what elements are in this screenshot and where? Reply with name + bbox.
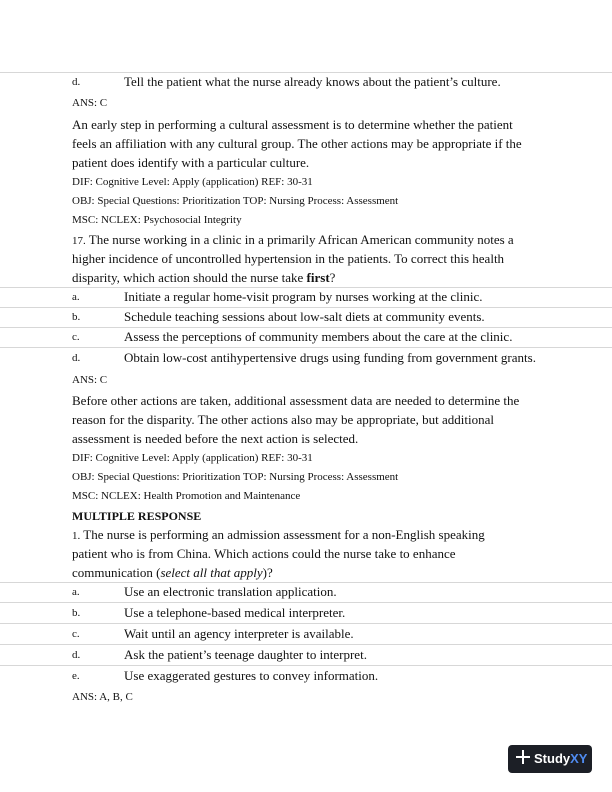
option-text: Obtain low-cost antihypertensive drugs using funding from government grants. [124, 350, 536, 365]
option-text: Use an electronic translation application. [124, 584, 337, 599]
option-row [0, 667, 612, 687]
stem-text: The nurse working in a clinic in a primarily African American community notes a [88, 232, 514, 247]
option-text: Assess the perceptions of community members about the care at the clinic. [124, 329, 513, 344]
option-row [0, 288, 612, 308]
meta-line: MSC: NCLEX: Psychosocial Integrity [72, 214, 242, 226]
rationale-line: An early step in performing a cultural assessment is to determine whether the patient [72, 117, 513, 132]
section-header: MULTIPLE RESPONSE [72, 509, 202, 523]
question-stem [72, 232, 514, 248]
rationale-line: Before other actions are taken, additional assessment data are needed to determine the [72, 393, 520, 408]
answer-line: ANS: A, B, C [72, 691, 133, 703]
option-letter: d. [72, 649, 81, 661]
option-text: Wait until an agency interpreter is available. [124, 626, 354, 641]
meta-line: DIF: Cognitive Level: Apply (application) REF: 30-31 [72, 176, 313, 188]
option-row [0, 625, 612, 645]
rationale-line: feels an affiliation with any cultural group. The other actions may be appropriate if the [72, 136, 522, 151]
stem-text: ? [329, 270, 336, 285]
stem-line [72, 270, 335, 286]
rationale-line: patient does identify with a particular culture. [72, 155, 310, 170]
stem-emphasis: first [306, 270, 330, 285]
meta-line: DIF: Cognitive Level: Apply (application) REF: 30-31 [72, 452, 313, 464]
option-row [0, 646, 612, 666]
option-letter: d. [72, 352, 81, 364]
option-letter: a. [72, 291, 80, 303]
stem-emphasis: select all that apply [160, 565, 263, 580]
rationale-line: assessment is needed before the next action is selected. [72, 431, 359, 446]
option-letter: d. [72, 76, 81, 88]
stem-line: patient who is from China. Which actions could the nurse take to enhance [72, 546, 456, 561]
rationale-line: reason for the disparity. The other actions also may be appropriate, but additional [72, 412, 495, 427]
option-letter: e. [72, 670, 80, 682]
option-row [0, 73, 612, 93]
answer-line: ANS: C [72, 374, 108, 386]
option-text: Schedule teaching sessions about low-salt diets at community events. [124, 309, 485, 324]
option-row [0, 583, 612, 603]
question-number: 1. [72, 530, 81, 542]
stem-text: disparity, which action should the nurse take [72, 270, 307, 285]
option-letter: a. [72, 586, 80, 598]
option-text: Use a telephone-based medical interpreter. [124, 605, 346, 620]
option-row [0, 604, 612, 624]
stem-text: )? [262, 565, 273, 580]
stem-text: The nurse is performing an admission assessment for a non-English speaking [83, 527, 485, 542]
plus-icon [516, 750, 530, 764]
option-letter: c. [72, 331, 80, 343]
answer-line: ANS: C [72, 97, 108, 109]
meta-line: MSC: NCLEX: Health Promotion and Maintenance [72, 490, 301, 502]
option-row [0, 308, 612, 328]
question-stem [72, 527, 485, 543]
brand-text: Study [534, 751, 571, 766]
option-text: Use exaggerated gestures to convey information. [124, 668, 379, 683]
brand-accent: XY [570, 751, 588, 766]
meta-line: OBJ: Special Questions: Prioritization TOP: Nursing Process: Assessment [72, 471, 399, 483]
option-row [0, 328, 612, 348]
stem-text: communication ( [72, 565, 161, 580]
option-text: Ask the patient’s teenage daughter to interpret. [124, 647, 367, 662]
studyxy-badge[interactable] [508, 745, 592, 773]
question-number: 17. [72, 235, 86, 247]
stem-line: higher incidence of uncontrolled hypertension in the patients. To correct this health [72, 251, 505, 266]
meta-line: OBJ: Special Questions: Prioritization TOP: Nursing Process: Assessment [72, 195, 399, 207]
option-letter: b. [72, 607, 81, 619]
stem-line [72, 565, 273, 581]
option-letter: b. [72, 311, 81, 323]
brand-name [534, 751, 587, 766]
option-letter: c. [72, 628, 80, 640]
option-text: Tell the patient what the nurse already knows about the patient’s culture. [124, 74, 501, 89]
option-row [0, 349, 612, 369]
option-text: Initiate a regular home-visit program by nurses working at the clinic. [124, 289, 483, 304]
